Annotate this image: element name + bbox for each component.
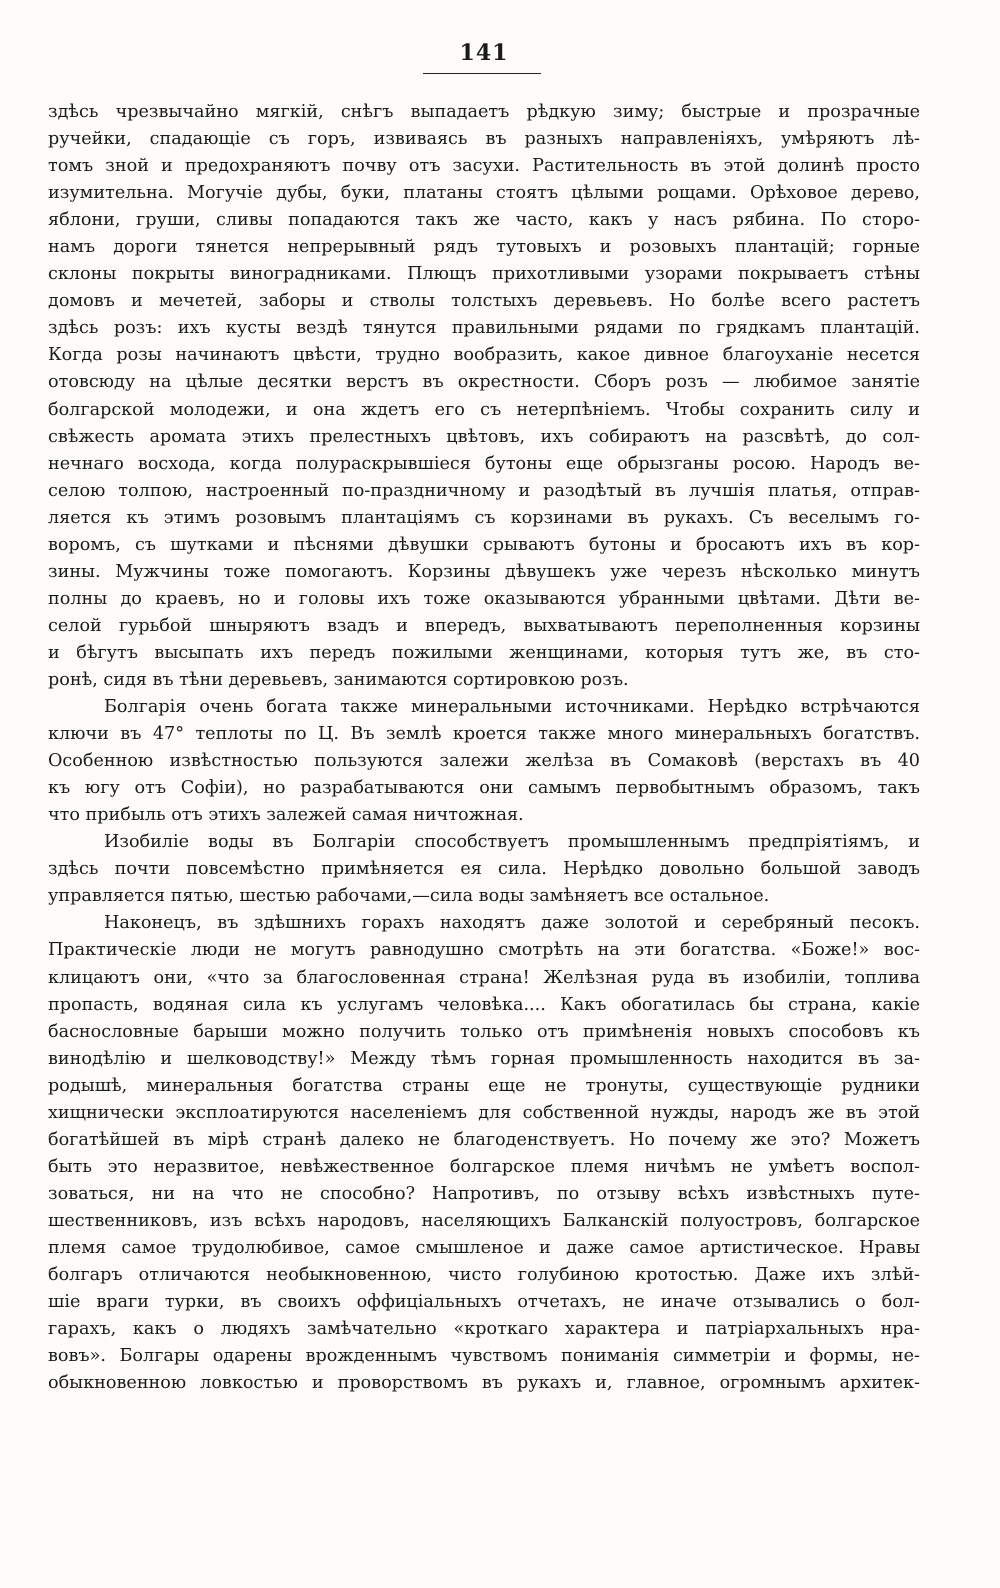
text-line: здѣсь чрезвычайно мягкій, снѣгъ выпадаетъ рѣдкую зиму; быстрые и прозрачные — [48, 102, 920, 122]
text-line: пропасть, водяная сила къ услугамъ человѣка.... Какъ обогатилась бы страна, какіе — [48, 994, 920, 1015]
text-line: нечнаго восхода, когда полураскрывшіеся бутоны еще обрызганы росою. Народъ ве- — [48, 453, 920, 474]
text-line: обыкновенною ловкостью и проворствомъ въ рукахъ и, главное, огромнымъ архитек- — [48, 1373, 920, 1394]
page-number: 141 — [459, 40, 509, 66]
text-line: изумительна. Могучіе дубы, буки, платаны стоятъ цѣлыми рощами. Орѣховое дерево, — [48, 183, 920, 204]
text-line: Наконецъ, въ здѣшнихъ горахъ находятъ даже золотой и серебряный песокъ. — [104, 913, 920, 934]
text-line: хищнически эксплоатируются населеніемъ для собственной нужды, народъ же въ этой — [48, 1102, 920, 1123]
text-line: свѣжесть аромата этихъ прелестныхъ цвѣтовъ, ихъ собираютъ на разсвѣтѣ, до сол- — [48, 426, 920, 447]
text-line: здѣсь розъ: ихъ кусты вездѣ тянутся правильными рядами по грядкамъ плантацій. — [48, 318, 920, 339]
text-line: домовъ и мечетей, заборы и стволы толстыхъ деревьевъ. Но болѣе всего растетъ — [48, 291, 920, 312]
text-line: болгарской молодежи, и она ждетъ его съ нетерпѣніемъ. Чтобы сохранить силу и — [48, 399, 920, 420]
text-line: Изобиліе воды въ Болгаріи способствуетъ промышленнымъ предпріятіямъ, и — [104, 832, 920, 853]
text-line: винодѣлію и шелководству!» Между тѣмъ горная промышленность находится въ за- — [48, 1048, 920, 1069]
text-line: и бѣгутъ высыпать ихъ передъ пожилыми женщинами, которыя тутъ же, въ сто- — [48, 642, 920, 663]
text-line: вовъ». Болгары одарены врожденнымъ чувствомъ пониманія симметріи и формы, не- — [48, 1346, 920, 1367]
text-line: шественниковъ, изъ всѣхъ народовъ, населяющихъ Балканскій полуостровъ, болгарское — [48, 1210, 920, 1231]
text-line: ронѣ, сидя въ тѣни деревьевъ, занимаются сортировкою розъ. — [48, 669, 629, 690]
text-line: ключи въ 47° теплоты по Ц. Въ землѣ кроется также много минеральныхъ богатствъ. — [48, 724, 920, 745]
text-line: Практическіе люди не могутъ равнодушно смотрѣть на эти богатства. «Боже!» вос- — [48, 940, 920, 961]
text-line: яблони, груши, сливы попадаются такъ же часто, какъ у насъ рябина. По сторо- — [48, 210, 920, 231]
text-line: шіе враги турки, въ своихъ оффиціальныхъ отчетахъ, не иначе отзывались о бол- — [48, 1292, 920, 1313]
text-line: управляется пятью, шестью рабочами,—сила воды замѣняетъ все остальное. — [48, 886, 770, 907]
header-rule — [423, 73, 541, 74]
text-line: склоны покрыты виноградниками. Плющъ прихотливыми узорами покрываетъ стѣны — [48, 264, 920, 285]
text-line: отовсюду на цѣлые десятки верстъ въ окрестности. Сборъ розъ — любимое занятіе — [48, 372, 920, 393]
text-line: клицаютъ они, «что за благословенная страна! Желѣзная руда въ изобиліи, топлива — [48, 967, 920, 988]
text-line: баснословные барыши можно получить только отъ примѣненія новыхъ способовъ къ — [48, 1021, 920, 1042]
text-line: родышѣ, минеральныя богатства страны еще не тронуты, существующіе рудники — [48, 1075, 920, 1096]
text-line: зины. Мужчины тоже помогаютъ. Корзины дѣвушекъ уже черезъ нѣсколько минутъ — [48, 561, 920, 582]
text-line: намъ дороги тянется непрерывный рядъ тутовыхъ и розовыхъ плантацій; горные — [48, 237, 920, 258]
text-line: болгаръ отличаются необыкновенною, чисто голубиною кротостью. Даже ихъ злѣй- — [48, 1265, 920, 1286]
text-line: селой гурьбой шныряютъ взадъ и впередъ, выхватываютъ переполненныя корзины — [48, 615, 920, 636]
text-line: Болгарія очень богата также минеральными источниками. Нерѣдко встрѣчаются — [104, 697, 920, 718]
page-body-text — [48, 99, 920, 1397]
text-line: воромъ, съ шутками и пѣснями дѣвушки срываютъ бутоны и бросаютъ ихъ въ кор- — [48, 534, 920, 555]
text-line: гарахъ, какъ о людяхъ замѣчательно «кроткаго характера и патріархальныхъ нра- — [48, 1319, 920, 1340]
text-line: здѣсь почти повсемѣстно примѣняется ея сила. Нерѣдко довольно большой заводъ — [48, 859, 920, 880]
text-line: племя самое трудолюбивое, самое смышленое и даже самое артистическое. Нравы — [48, 1237, 920, 1258]
text-line: что прибыль отъ этихъ залежей самая ничтожная. — [48, 805, 524, 826]
text-line: полны до краевъ, но и головы ихъ тоже оказываются убранными цвѣтами. Дѣти ве- — [48, 588, 920, 609]
text-line: селою толпою, настроенный по-праздничному и разодѣтый въ лучшія платья, отправ- — [48, 480, 920, 501]
text-line: Особенною извѣстностью пользуются залежи желѣза въ Сомаковѣ (верстахъ въ 40 — [48, 751, 920, 772]
text-line: быть это неразвитое, невѣжественное болгарское племя ничѣмъ не умѣетъ воспол- — [48, 1156, 920, 1177]
text-line: къ югу отъ Софіи), но разрабатываются они самымъ первобытнымъ образомъ, такъ — [48, 778, 920, 799]
text-line: зоваться, ни на что не способно? Напротивъ, по отзыву всѣхъ извѣстныхъ путе- — [48, 1183, 920, 1204]
text-line: томъ зной и предохраняютъ почву отъ засухи. Растительность въ этой долинѣ просто — [48, 156, 920, 177]
text-line: богатѣйшей въ мірѣ странѣ далеко не благоденствуетъ. Но почему же это? Можетъ — [48, 1129, 920, 1150]
text-line: ляется къ этимъ розовымъ плантаціямъ съ корзинами въ рукахъ. Съ веселымъ го- — [48, 507, 920, 528]
text-line: ручейки, спадающіе съ горъ, извиваясь въ разныхъ направленіяхъ, умѣряютъ лѣ- — [48, 129, 920, 150]
text-line: Когда розы начинаютъ цвѣсти, трудно вообразить, какое дивное благоуханіе несется — [48, 345, 920, 366]
